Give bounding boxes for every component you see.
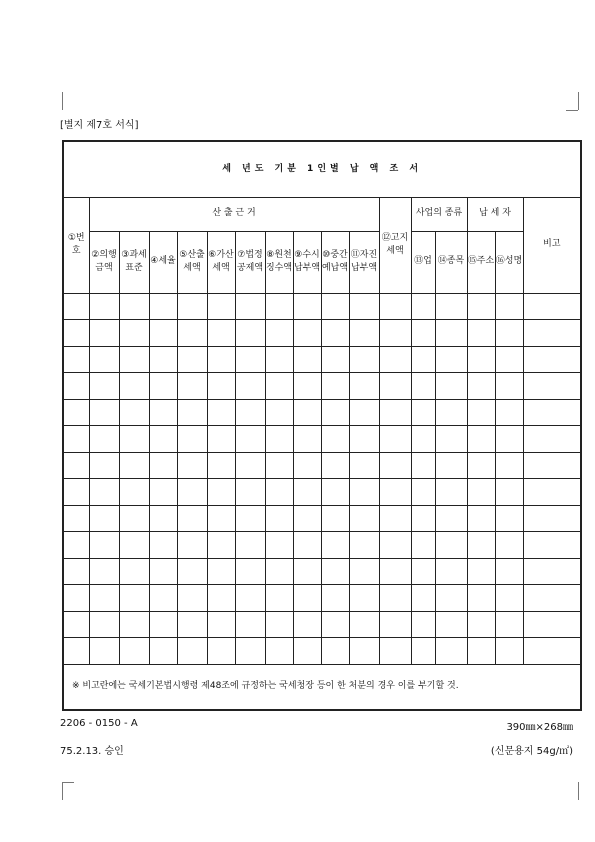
crop-mark-top-right-v <box>578 92 579 110</box>
header-basis-col: ②의행 금액 <box>89 231 119 293</box>
entry-cell[interactable] <box>435 293 467 320</box>
entry-cell[interactable] <box>349 293 379 320</box>
entry-cell[interactable] <box>321 479 349 506</box>
entry-cell[interactable] <box>119 452 149 479</box>
footer-approval: 75.2.13. 승인 <box>60 746 124 757</box>
entry-cell[interactable] <box>379 346 411 373</box>
entry-cell[interactable] <box>235 638 265 665</box>
table-row <box>63 638 581 665</box>
entry-cell[interactable] <box>119 532 149 559</box>
entry-cell[interactable] <box>207 558 235 585</box>
entry-cell[interactable] <box>207 373 235 400</box>
entry-cell[interactable] <box>379 452 411 479</box>
entry-cell[interactable] <box>207 585 235 612</box>
entry-cell[interactable] <box>467 320 495 347</box>
entry-cell[interactable] <box>177 532 207 559</box>
entry-cell[interactable] <box>89 293 119 320</box>
header-basis-col: ④세율 <box>149 231 177 293</box>
entry-cell[interactable] <box>495 479 523 506</box>
entry-cell[interactable] <box>207 638 235 665</box>
entry-cell[interactable] <box>349 399 379 426</box>
entry-cell[interactable] <box>467 452 495 479</box>
entry-cell[interactable] <box>379 373 411 400</box>
entry-cell[interactable] <box>411 346 435 373</box>
entry-cell[interactable] <box>63 293 89 320</box>
entry-cell[interactable] <box>235 505 265 532</box>
table-row <box>63 585 581 612</box>
entry-cell[interactable] <box>293 611 321 638</box>
header-number: ①번호 <box>63 197 89 293</box>
entry-cell[interactable] <box>523 611 581 638</box>
entry-cell[interactable] <box>119 479 149 506</box>
tax-form-table <box>62 140 582 711</box>
entry-cell[interactable] <box>119 585 149 612</box>
form-label: [별지 제7호 서식] <box>60 120 139 131</box>
entry-cell[interactable] <box>321 373 349 400</box>
entry-cell[interactable] <box>235 373 265 400</box>
entry-cell[interactable] <box>265 638 293 665</box>
header-remarks: 비고 <box>523 197 581 293</box>
entry-cell[interactable] <box>293 373 321 400</box>
entry-cell[interactable] <box>321 638 349 665</box>
entry-cell[interactable] <box>119 558 149 585</box>
entry-cell[interactable] <box>235 611 265 638</box>
entry-cell[interactable] <box>293 426 321 453</box>
entry-cell[interactable] <box>523 532 581 559</box>
entry-cell[interactable] <box>207 346 235 373</box>
header-basis-col: ⑦법정 공제액 <box>235 231 265 293</box>
table-row <box>63 320 581 347</box>
entry-cell[interactable] <box>235 532 265 559</box>
entry-cell[interactable] <box>379 611 411 638</box>
entry-cell[interactable] <box>495 532 523 559</box>
entry-cell[interactable] <box>411 558 435 585</box>
table-row <box>63 532 581 559</box>
entry-cell[interactable] <box>89 452 119 479</box>
entry-cell[interactable] <box>411 638 435 665</box>
entry-cell[interactable] <box>177 373 207 400</box>
entry-cell[interactable] <box>321 426 349 453</box>
table-row <box>63 558 581 585</box>
header-business-group: 사업의 종류 <box>411 197 467 231</box>
entry-cell[interactable] <box>119 373 149 400</box>
entry-cell[interactable] <box>293 558 321 585</box>
entry-cell[interactable] <box>411 293 435 320</box>
entry-cell[interactable] <box>63 399 89 426</box>
entry-cell[interactable] <box>435 320 467 347</box>
entry-cell[interactable] <box>207 320 235 347</box>
entry-cell[interactable] <box>467 293 495 320</box>
entry-cell[interactable] <box>177 558 207 585</box>
entry-cell[interactable] <box>467 346 495 373</box>
entry-cell[interactable] <box>177 479 207 506</box>
header-basis-col: ③과세 표준 <box>119 231 149 293</box>
crop-mark-bottom-right-v <box>578 782 579 800</box>
entry-cell[interactable] <box>523 426 581 453</box>
entry-cell[interactable] <box>149 452 177 479</box>
crop-mark-top-right-h <box>566 110 578 111</box>
entry-cell[interactable] <box>495 346 523 373</box>
entry-cell[interactable] <box>235 452 265 479</box>
entry-cell[interactable] <box>495 426 523 453</box>
entry-cell[interactable] <box>467 505 495 532</box>
entry-cell[interactable] <box>349 585 379 612</box>
table-row <box>63 611 581 638</box>
entry-cell[interactable] <box>235 558 265 585</box>
entry-cell[interactable] <box>349 373 379 400</box>
entry-cell[interactable] <box>235 293 265 320</box>
entry-cell[interactable] <box>495 558 523 585</box>
entry-cell[interactable] <box>495 452 523 479</box>
entry-cell[interactable] <box>235 426 265 453</box>
entry-cell[interactable] <box>379 426 411 453</box>
entry-cell[interactable] <box>467 373 495 400</box>
entry-cell[interactable] <box>89 611 119 638</box>
entry-cell[interactable] <box>63 346 89 373</box>
entry-cell[interactable] <box>293 638 321 665</box>
entry-cell[interactable] <box>265 585 293 612</box>
entry-cell[interactable] <box>379 399 411 426</box>
entry-cell[interactable] <box>63 320 89 347</box>
entry-cell[interactable] <box>321 452 349 479</box>
entry-cell[interactable] <box>89 426 119 453</box>
entry-cell[interactable] <box>207 399 235 426</box>
table-row <box>63 479 581 506</box>
entry-cell[interactable] <box>349 320 379 347</box>
entry-cell[interactable] <box>149 585 177 612</box>
entry-cell[interactable] <box>435 479 467 506</box>
entry-cell[interactable] <box>177 452 207 479</box>
entry-cell[interactable] <box>523 320 581 347</box>
entry-cell[interactable] <box>89 532 119 559</box>
entry-cell[interactable] <box>435 558 467 585</box>
entry-cell[interactable] <box>495 505 523 532</box>
entry-cell[interactable] <box>379 558 411 585</box>
entry-cell[interactable] <box>235 479 265 506</box>
entry-cell[interactable] <box>89 585 119 612</box>
entry-cell[interactable] <box>265 426 293 453</box>
entry-cell[interactable] <box>435 373 467 400</box>
entry-cell[interactable] <box>349 479 379 506</box>
entry-cell[interactable] <box>435 505 467 532</box>
crop-mark-bottom-left-v <box>62 782 63 800</box>
entry-cell[interactable] <box>467 479 495 506</box>
entry-cell[interactable] <box>63 585 89 612</box>
entry-cell[interactable] <box>379 585 411 612</box>
entry-cell[interactable] <box>435 638 467 665</box>
entry-cell[interactable] <box>207 426 235 453</box>
entry-cell[interactable] <box>63 638 89 665</box>
entry-cell[interactable] <box>177 611 207 638</box>
entry-cell[interactable] <box>293 452 321 479</box>
entry-cell[interactable] <box>207 532 235 559</box>
entry-cell[interactable] <box>265 346 293 373</box>
entry-cell[interactable] <box>495 373 523 400</box>
entry-cell[interactable] <box>265 373 293 400</box>
entry-cell[interactable] <box>411 532 435 559</box>
entry-cell[interactable] <box>467 638 495 665</box>
entry-cell[interactable] <box>379 638 411 665</box>
entry-cell[interactable] <box>149 532 177 559</box>
entry-cell[interactable] <box>411 373 435 400</box>
entry-cell[interactable] <box>63 611 89 638</box>
entry-cell[interactable] <box>411 452 435 479</box>
entry-cell[interactable] <box>177 505 207 532</box>
entry-cell[interactable] <box>265 293 293 320</box>
entry-cell[interactable] <box>411 320 435 347</box>
entry-cell[interactable] <box>523 399 581 426</box>
entry-cell[interactable] <box>149 320 177 347</box>
entry-cell[interactable] <box>411 399 435 426</box>
entry-cell[interactable] <box>177 399 207 426</box>
entry-cell[interactable] <box>293 505 321 532</box>
header-notice-tax: ⑫고지 세액 <box>379 197 411 293</box>
entry-cell[interactable] <box>63 373 89 400</box>
entry-cell[interactable] <box>149 611 177 638</box>
entry-cell[interactable] <box>379 479 411 506</box>
entry-cell[interactable] <box>149 346 177 373</box>
header-basis-col: ⑩중간 예납액 <box>321 231 349 293</box>
form-title: 세 년도 기분 1인별 납 액 조 서 <box>63 141 581 197</box>
note-text: ※ 비고란에는 국세기본법시행령 제48조에 규정하는 국세청장 등이 한 처분의 경우 이를 부기할 것. <box>63 664 581 710</box>
entry-cell[interactable] <box>177 346 207 373</box>
entry-cell[interactable] <box>89 505 119 532</box>
entry-cell[interactable] <box>265 399 293 426</box>
entry-cell[interactable] <box>321 611 349 638</box>
entry-cell[interactable] <box>63 452 89 479</box>
header-taxpayer-col: ⑯성명 <box>495 231 523 293</box>
entry-cell[interactable] <box>235 320 265 347</box>
entry-cell[interactable] <box>89 558 119 585</box>
entry-cell[interactable] <box>495 399 523 426</box>
entry-cell[interactable] <box>293 585 321 612</box>
entry-cell[interactable] <box>207 611 235 638</box>
entry-cell[interactable] <box>495 320 523 347</box>
table-row <box>63 293 581 320</box>
entry-cell[interactable] <box>235 585 265 612</box>
entry-cell[interactable] <box>63 505 89 532</box>
entry-cell[interactable] <box>119 320 149 347</box>
entry-cell[interactable] <box>89 638 119 665</box>
entry-cell[interactable] <box>523 452 581 479</box>
entry-cell[interactable] <box>435 346 467 373</box>
entry-cell[interactable] <box>265 452 293 479</box>
entry-cell[interactable] <box>89 346 119 373</box>
entry-cell[interactable] <box>119 505 149 532</box>
header-basis-col: ⑤산출 세액 <box>177 231 207 293</box>
entry-cell[interactable] <box>523 346 581 373</box>
entry-cell[interactable] <box>119 638 149 665</box>
entry-cell[interactable] <box>321 293 349 320</box>
entry-cell[interactable] <box>177 638 207 665</box>
entry-cell[interactable] <box>321 532 349 559</box>
crop-mark-top-left-v <box>62 92 63 110</box>
entry-cell[interactable] <box>379 532 411 559</box>
entry-cell[interactable] <box>265 558 293 585</box>
table-row <box>63 452 581 479</box>
entry-cell[interactable] <box>63 426 89 453</box>
entry-cell[interactable] <box>293 320 321 347</box>
footer-code: 2206 - 0150 - A <box>60 718 138 729</box>
data-rows <box>63 293 581 664</box>
entry-cell[interactable] <box>207 479 235 506</box>
entry-cell[interactable] <box>265 532 293 559</box>
entry-cell[interactable] <box>523 558 581 585</box>
entry-cell[interactable] <box>435 611 467 638</box>
entry-cell[interactable] <box>177 293 207 320</box>
table-row <box>63 505 581 532</box>
entry-cell[interactable] <box>321 399 349 426</box>
entry-cell[interactable] <box>435 399 467 426</box>
entry-cell[interactable] <box>495 585 523 612</box>
entry-cell[interactable] <box>207 505 235 532</box>
header-basis-col: ⑪자진 납부액 <box>349 231 379 293</box>
entry-cell[interactable] <box>149 399 177 426</box>
entry-cell[interactable] <box>495 293 523 320</box>
entry-cell[interactable] <box>435 585 467 612</box>
entry-cell[interactable] <box>411 585 435 612</box>
entry-cell[interactable] <box>523 373 581 400</box>
entry-cell[interactable] <box>435 452 467 479</box>
entry-cell[interactable] <box>149 426 177 453</box>
entry-cell[interactable] <box>411 426 435 453</box>
entry-cell[interactable] <box>467 585 495 612</box>
entry-cell[interactable] <box>89 479 119 506</box>
header-basis-col: ⑥가산 세액 <box>207 231 235 293</box>
entry-cell[interactable] <box>321 346 349 373</box>
table-row <box>63 373 581 400</box>
table-row <box>63 346 581 373</box>
entry-cell[interactable] <box>177 426 207 453</box>
entry-cell[interactable] <box>119 611 149 638</box>
header-taxpayer-group: 납 세 자 <box>467 197 523 231</box>
entry-cell[interactable] <box>63 479 89 506</box>
entry-cell[interactable] <box>321 320 349 347</box>
entry-cell[interactable] <box>523 293 581 320</box>
entry-cell[interactable] <box>349 532 379 559</box>
entry-cell[interactable] <box>177 320 207 347</box>
entry-cell[interactable] <box>207 293 235 320</box>
entry-cell[interactable] <box>467 532 495 559</box>
entry-cell[interactable] <box>321 505 349 532</box>
entry-cell[interactable] <box>89 399 119 426</box>
entry-cell[interactable] <box>293 532 321 559</box>
entry-cell[interactable] <box>265 479 293 506</box>
entry-cell[interactable] <box>349 638 379 665</box>
entry-cell[interactable] <box>119 293 149 320</box>
header-business-col: ⑬업 <box>411 231 435 293</box>
entry-cell[interactable] <box>495 638 523 665</box>
entry-cell[interactable] <box>495 611 523 638</box>
entry-cell[interactable] <box>119 426 149 453</box>
entry-cell[interactable] <box>379 505 411 532</box>
entry-cell[interactable] <box>321 558 349 585</box>
header-basis-group: 산 출 근 거 <box>89 197 379 231</box>
footer-paper: (신문용지 54g/㎡) <box>490 746 573 757</box>
entry-cell[interactable] <box>349 505 379 532</box>
table-row <box>63 426 581 453</box>
entry-cell[interactable] <box>149 505 177 532</box>
entry-cell[interactable] <box>119 399 149 426</box>
entry-cell[interactable] <box>321 585 349 612</box>
table-row <box>63 399 581 426</box>
entry-cell[interactable] <box>349 611 379 638</box>
header-business-col: ⑭종목 <box>435 231 467 293</box>
entry-cell[interactable] <box>411 505 435 532</box>
entry-cell[interactable] <box>149 479 177 506</box>
entry-cell[interactable] <box>467 558 495 585</box>
entry-cell[interactable] <box>265 611 293 638</box>
entry-cell[interactable] <box>349 426 379 453</box>
crop-mark-bottom-left-h <box>62 782 74 783</box>
entry-cell[interactable] <box>119 346 149 373</box>
entry-cell[interactable] <box>149 638 177 665</box>
entry-cell[interactable] <box>89 373 119 400</box>
entry-cell[interactable] <box>467 611 495 638</box>
entry-cell[interactable] <box>435 426 467 453</box>
entry-cell[interactable] <box>411 479 435 506</box>
entry-cell[interactable] <box>63 532 89 559</box>
entry-cell[interactable] <box>349 346 379 373</box>
header-basis-col: ⑨수시 납부액 <box>293 231 321 293</box>
entry-cell[interactable] <box>293 346 321 373</box>
entry-cell[interactable] <box>523 479 581 506</box>
footer-size: 390㎜×268㎜ <box>506 722 573 733</box>
entry-cell[interactable] <box>523 505 581 532</box>
entry-cell[interactable] <box>235 399 265 426</box>
entry-cell[interactable] <box>89 320 119 347</box>
entry-cell[interactable] <box>293 293 321 320</box>
entry-cell[interactable] <box>149 373 177 400</box>
header-taxpayer-col: ⑮주소 <box>467 231 495 293</box>
entry-cell[interactable] <box>149 558 177 585</box>
entry-cell[interactable] <box>293 479 321 506</box>
header-basis-col: ⑧원천 징수액 <box>265 231 293 293</box>
entry-cell[interactable] <box>349 558 379 585</box>
entry-cell[interactable] <box>207 452 235 479</box>
entry-cell[interactable] <box>293 399 321 426</box>
entry-cell[interactable] <box>63 558 89 585</box>
entry-cell[interactable] <box>467 399 495 426</box>
entry-cell[interactable] <box>523 638 581 665</box>
entry-cell[interactable] <box>523 585 581 612</box>
entry-cell[interactable] <box>349 452 379 479</box>
entry-cell[interactable] <box>177 585 207 612</box>
entry-cell[interactable] <box>467 426 495 453</box>
entry-cell[interactable] <box>379 320 411 347</box>
entry-cell[interactable] <box>379 293 411 320</box>
entry-cell[interactable] <box>265 505 293 532</box>
entry-cell[interactable] <box>265 320 293 347</box>
entry-cell[interactable] <box>235 346 265 373</box>
entry-cell[interactable] <box>411 611 435 638</box>
entry-cell[interactable] <box>435 532 467 559</box>
entry-cell[interactable] <box>149 293 177 320</box>
